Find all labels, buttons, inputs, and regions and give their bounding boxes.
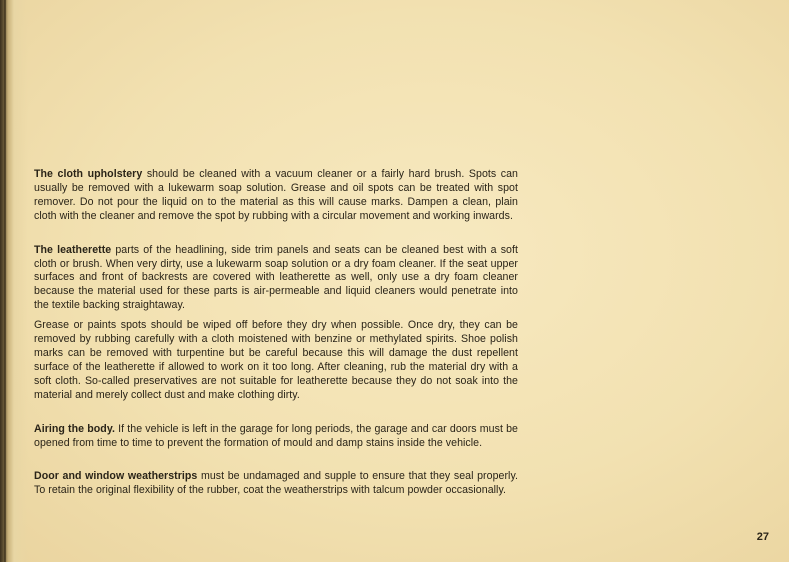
- binding-fold: [4, 0, 6, 562]
- paragraph-heading: Airing the body.: [34, 422, 115, 435]
- paragraph-text: should be cleaned with a vacuum cleaner or a fairly hard brush. Spots can usually be removed with a lukewarm soap solution. Grease and oil spots can be treated with spot remover. Do not pour the liquid on to the material as this will cause marks. Dampen a clean, plain cloth with the cleaner and remove the spot by rubbing with a circular movement and working inwards.: [34, 168, 518, 222]
- paragraph-leatherette: [34, 244, 518, 314]
- paragraph-airing-body: [34, 423, 518, 451]
- paragraph-grease-spots: [34, 319, 518, 402]
- paragraph-text: must be undamaged and supple to ensure that they seal properly. To retain the original flexibility of the rubber, coat the weatherstrips with talcum powder occasionally.: [34, 470, 518, 497]
- paragraph-heading: Door and window weatherstrips: [34, 470, 198, 483]
- paragraph-heading: The leatherette: [34, 243, 112, 256]
- page-number: 27: [756, 531, 769, 543]
- paragraph-text: parts of the headlining, side trim panels and seats can be cleaned best with a soft cloth or brush. When very dirty, use a lukewarm soap solution or a dry foam cleaner. If the seat upper surfaces and front of backrests are covered with leatherette as well, only use a dry foam cleaner because the material used for these parts is air-permeable and liquid cleaners would penetrate into the textile backing straightaway.: [34, 243, 518, 312]
- paragraph-text: If the vehicle is left in the garage for long periods, the garage and car doors must be opened from time to time to prevent the formation of mould and damp stains inside the vehicle.: [34, 422, 518, 449]
- paragraph-weatherstrips: [34, 470, 518, 498]
- page-body: [34, 168, 518, 504]
- paragraph-text: Grease or paints spots should be wiped off before they dry when possible. Once dry, they can be removed by rubbing carefully with a cloth moistened with benzine or methylated spirits. Shoe polish marks can be removed with turpentine but be careful because this will damage the dust repellent surface of the leatherette if allowed to work on it too long. After cleaning, rub the material dry with a soft cloth. So-called preservatives are not suitable for leatherette because they do not soak into the material and merely collect dust and make clothing dirty.: [34, 319, 518, 401]
- paragraph-cloth-upholstery: [34, 168, 518, 224]
- paragraph-heading: The cloth upholstery: [34, 168, 143, 180]
